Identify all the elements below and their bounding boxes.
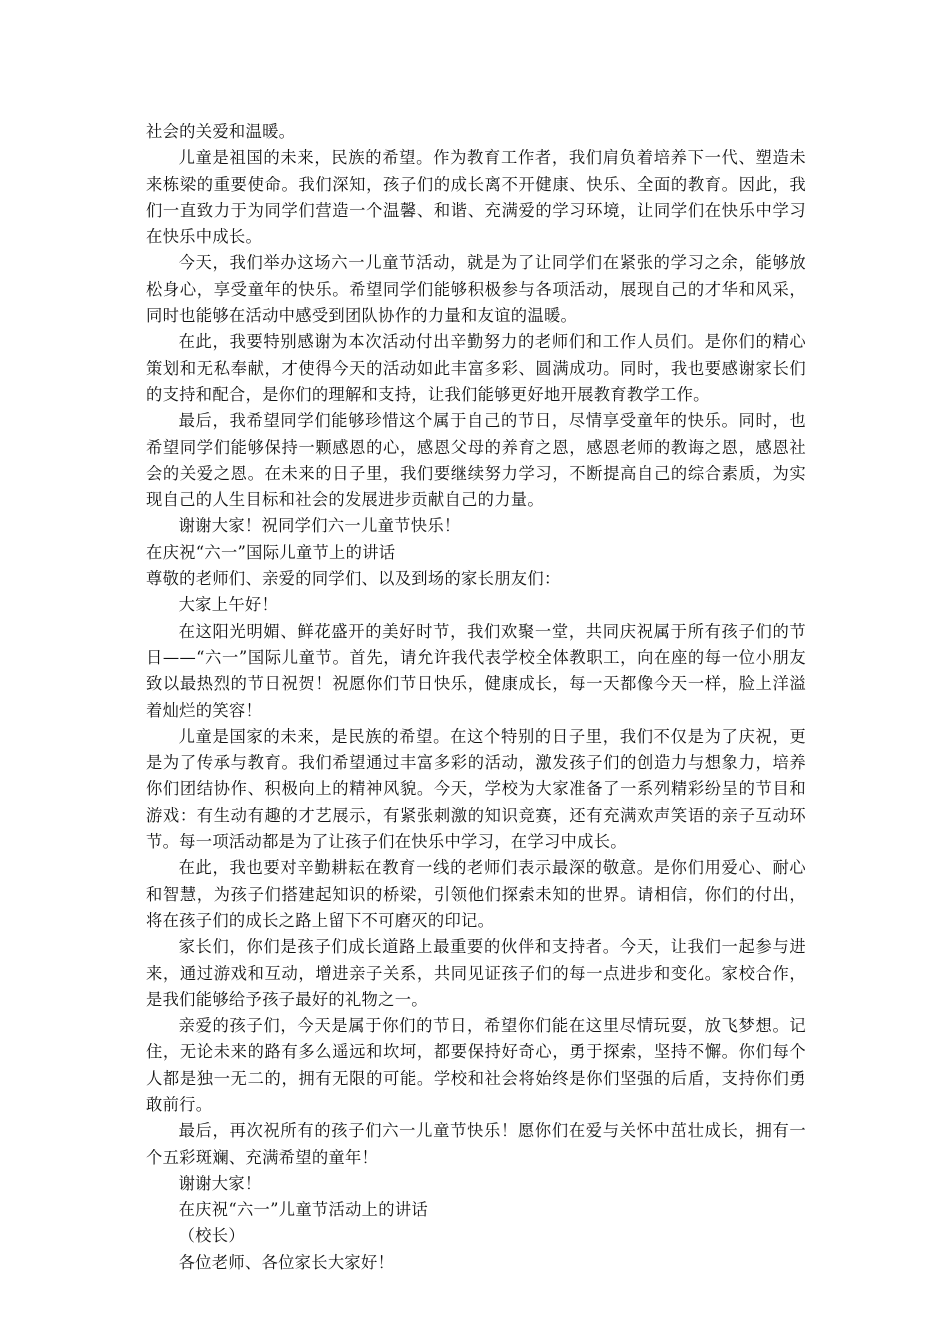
paragraph: 在此，我也要对辛勤耕耘在教育一线的老师们表示最深的敬意。是你们用爱心、耐心和智慧，为孩子们搭建起知识的桥梁，引领他们探索未知的世界。请相信，你们的付出，将在孩子们的成长之路上留下不可磨灭的印记。 <box>146 858 806 930</box>
paragraph: 儿童是国家的未来，是民族的希望。在这个特别的日子里，我们不仅是为了庆祝，更是为了传承与教育。我们希望通过丰富多彩的活动，激发孩子们的创造力与想象力，培养你们团结协作、积极向上的精神风貌。今天，学校为大家准备了一系列精彩纷呈的节目和游戏：有生动有趣的才艺展示，有紧张刺激的知识竞赛，还有充满欢声笑语的亲子互动环节。每一项活动都是为了让孩子们在快乐中学习，在学习中成长。 <box>146 726 806 852</box>
document-body <box>146 119 806 1276</box>
paragraph: 在这阳光明媚、鲜花盛开的美好时节，我们欢聚一堂，共同庆祝属于所有孩子们的节日——“六一”国际儿童节。首先，请允许我代表学校全体教职工，向在座的每一位小朋友致以最热烈的节日祝贺！祝愿你们节日快乐，健康成长，每一天都像今天一样，脸上洋溢着灿烂的笑容！ <box>146 621 806 720</box>
salutation: 各位老师、各位家长大家好！ <box>178 1252 395 1272</box>
paragraph: 在此，我要特别感谢为本次活动付出辛勤努力的老师们和工作人员们。是你们的精心策划和无私奉献，才使得今天的活动如此丰富多彩、圆满成功。同时，我也要感谢家长们的支持和配合，是你们的理解和支持，让我们能够更好地开展教育教学工作。 <box>146 332 806 404</box>
paragraph: 儿童是祖国的未来，民族的希望。作为教育工作者，我们肩负着培养下一代、塑造未来栋梁的重要使命。我们深知，孩子们的成长离不开健康、快乐、全面的教育。因此，我们一直致力于为同学们营造一个温馨、和谐、充满爱的学习环境，让同学们在快乐中学习在快乐中成长。 <box>146 148 806 247</box>
speaker-label: （校长） <box>178 1226 245 1246</box>
paragraph: 最后，我希望同学们能够珍惜这个属于自己的节日，尽情享受童年的快乐。同时，也希望同学们能够保持一颗感恩的心，感恩父母的养育之恩，感恩老师的教诲之恩，感恩社会的关爱之恩。在未来的日子里，我们要继续努力学习，不断提高自己的综合素质，为实现自己的人生目标和社会的发展进步贡献自己的力量。 <box>146 411 806 510</box>
closing-line: 谢谢大家！祝同学们六一儿童节快乐！ <box>178 516 461 536</box>
paragraph: 亲爱的孩子们，今天是属于你们的节日，希望你们能在这里尽情玩耍，放飞梦想。记住，无论未来的路有多么遥远和坎坷，都要保持好奇心，勇于探索，坚持不懈。你们每个人都是独一无二的，拥有无限的可能。学校和社会将始终是你们坚强的后盾，支持你们勇敢前行。 <box>146 1016 806 1114</box>
speech-title: 在庆祝“六一”儿童节活动上的讲话 <box>178 1200 428 1220</box>
paragraph: 家长们，你们是孩子们成长道路上最重要的伙伴和支持者。今天，让我们一起参与进来，通过游戏和互动，增进亲子关系，共同见证孩子们的每一点进步和变化。家校合作，是我们能够给予孩子最好的礼物之一。 <box>146 937 806 1009</box>
speech-title: 在庆祝“六一”国际儿童节上的讲话 <box>146 542 396 562</box>
closing-line: 谢谢大家！ <box>178 1173 262 1193</box>
greeting: 大家上午好！ <box>178 595 279 615</box>
paragraph: 最后，再次祝所有的孩子们六一儿童节快乐！愿你们在爱与关怀中茁壮成长，拥有一个五彩斑斓、充满希望的童年！ <box>146 1121 806 1167</box>
paragraph: 社会的关爱和温暖。 <box>146 122 296 141</box>
salutation: 尊敬的老师们、亲爱的同学们、以及到场的家长朋友们： <box>146 569 561 589</box>
paragraph: 今天，我们举办这场六一儿童节活动，就是为了让同学们在紧张的学习之余，能够放松身心，享受童年的快乐。希望同学们能够积极参与各项活动，展现自己的才华和风采，同时也能够在活动中感受到团队协作的力量和友谊的温暖。 <box>146 253 806 326</box>
